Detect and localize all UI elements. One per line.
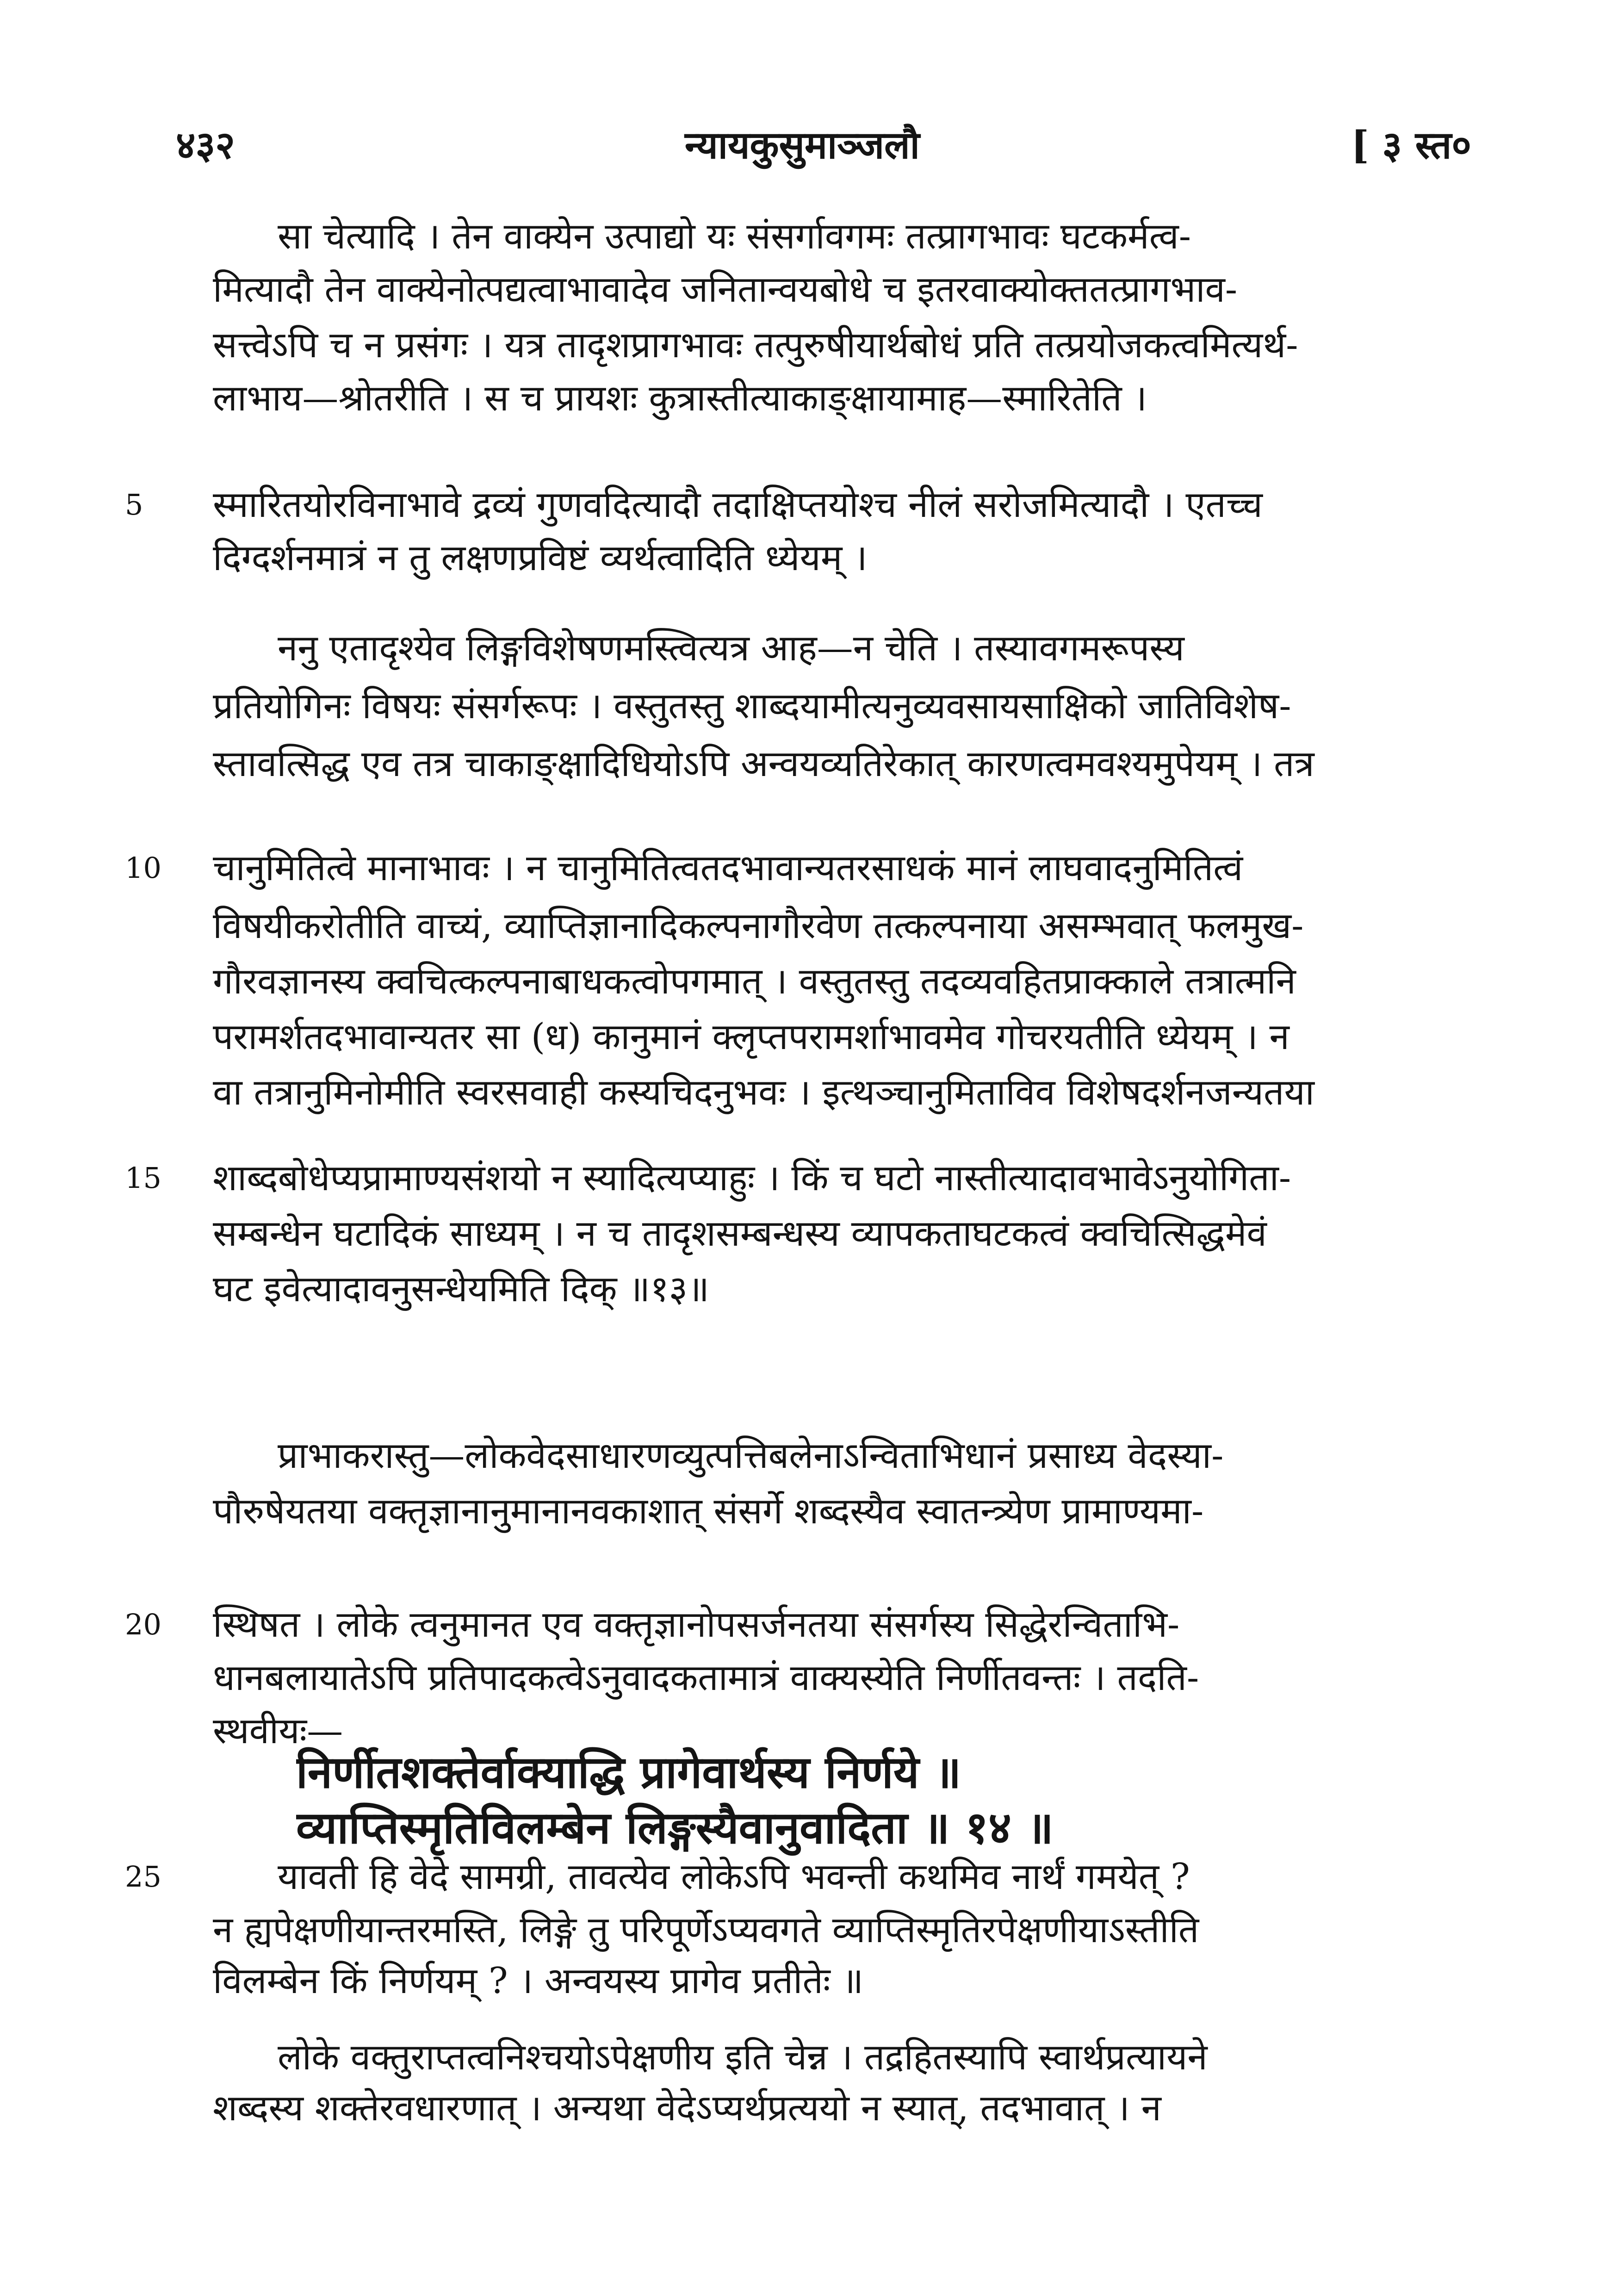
text-line: धानबलायातेऽपि प्रतिपादकत्वेऽनुवादकतामात्रं वाक्यस्येति निर्णीतवन्तः । तदति-: [213, 1657, 1199, 1699]
text-line: गौरवज्ञानस्य क्वचित्कल्पनाबाधकत्वोपगमात् । वस्तुतस्तु तदव्यवहितप्राक्काले तत्रात्मनि: [213, 961, 1296, 1002]
text-line: सा चेत्यादि । तेन वाक्येन उत्पाद्यो यः संसर्गावगमः तत्प्रागभावः घटकर्मत्व-: [278, 216, 1191, 257]
text-line: स्मारितयोरविनाभावे द्रव्यं गुणवदित्यादौ तदाक्षिप्तयोश्च नीलं सरोजमित्यादौ । एतच्च: [213, 484, 1263, 526]
text-line: प्राभाकरास्तु—लोकवेदसाधारणव्युत्पत्तिबलेनाऽन्विताभिधानं प्रसाध्य वेदस्या-: [278, 1435, 1224, 1477]
text-line: विषयीकरोतीति वाच्यं, व्याप्तिज्ञानादिकल्पनागौरवेण तत्कल्पनाया असम्भवात् फलमुख-: [213, 905, 1304, 947]
text-line: शब्दस्य शक्तेरवधारणात् । अन्यथा वेदेऽप्यर्थप्रत्ययो न स्यात्, तदभावात् । न: [213, 2087, 1161, 2129]
text-line: दिग्दर्शनमात्रं न तु लक्षणप्रविष्टं व्यर्थत्वादिति ध्येयम् ।: [213, 537, 868, 579]
verse-line: व्याप्तिस्मृतिविलम्बेन लिङ्गस्यैवानुवादिता ॥ १४ ॥: [296, 1801, 1054, 1854]
text-line: लाभाय—श्रोतरीति । स च प्रायशः कुत्रास्तीत्याकाङ्क्षायामाह—स्मारितेति ।: [213, 378, 1147, 419]
text-line: स्थिषत । लोके त्वनुमानत एव वक्तृज्ञानोपसर्जनतया संसर्गस्य सिद्धेरन्विताभि-: [213, 1604, 1180, 1646]
section-marker: [ ३ स्त०: [1351, 123, 1471, 168]
text-line: घट इवेत्यादावनुसन्धेयमिति दिक् ॥१३॥: [213, 1268, 709, 1310]
text-line: सत्त्वेऽपि च न प्रसंगः । यत्र तादृशप्रागभावः तत्पुरुषीयार्थबोधं प्रति तत्प्रयोजकत्वमित्यर्थ-: [213, 324, 1298, 366]
text-line: स्थवीयः—: [213, 1710, 343, 1752]
verse-line: निर्णीतशक्तेर्वाक्याद्धि प्रागेवार्थस्य निर्णये ॥: [296, 1746, 961, 1798]
page-header: [176, 118, 1471, 169]
text-line: वा तत्रानुमिनोमीति स्वरसवाही कस्यचिदनुभवः । इत्थञ्चानुमिताविव विशेषदर्शनजन्यतया: [213, 1072, 1314, 1113]
text-line: पौरुषेयतया वक्तृज्ञानानुमानानवकाशात् संसर्गे शब्दस्यैव स्वातन्त्र्येण प्रामाण्यमा-: [213, 1490, 1204, 1532]
text-line: शाब्दबोधेप्यप्रामाण्यसंशयो न स्यादित्यप्याहुः । किं च घटो नास्तीत्यादावभावेऽनुयोगिता-: [213, 1157, 1291, 1199]
line-number: 15: [125, 1161, 161, 1195]
text-line: ननु एतादृश्येव लिङ्गविशेषणमस्त्वित्यत्र आह—न चेति । तस्यावगमरूपस्य: [278, 627, 1184, 669]
line-number: 5: [125, 488, 143, 522]
text-line: सम्बन्धेन घटादिकं साध्यम् । न च तादृशसम्बन्धस्य व्यापकताघटकत्वं क्वचित्सिद्धमेवं: [213, 1213, 1267, 1254]
line-number: 20: [125, 1608, 161, 1641]
page-number: ४३२: [176, 123, 235, 168]
text-line: लोके वक्तुराप्तत्वनिश्चयोऽपेक्षणीय इति चेन्न । तद्रहितस्यापि स्वार्थप्रत्यायने: [278, 2037, 1208, 2078]
text-line: प्रतियोगिनः विषयः संसर्गरूपः । वस्तुतस्तु शाब्दयामीत्यनुव्यवसायसाक्षिको जातिविशेष-: [213, 685, 1291, 727]
text-line: स्तावत्सिद्ध एव तत्र चाकाङ्क्षादिधियोऽपि अन्वयव्यतिरेकात् कारणत्वमवश्यमुपेयम् । तत्र: [213, 743, 1314, 785]
running-title: न्यायकुसुमाञ्जलौ: [685, 123, 920, 168]
text-line: परामर्शतदभावान्यतर सा (ध) कानुमानं क्लृप्तपरामर्शाभावमेव गोचरयतीति ध्येयम् । न: [213, 1016, 1289, 1058]
text-line: यावती हि वेदे सामग्री, तावत्येव लोकेऽपि भवन्ती कथमिव नार्थं गमयेत् ?: [278, 1856, 1190, 1898]
text-line: मित्यादौ तेन वाक्येनोत्पद्यत्वाभावादेव जनितान्वयबोधे च इतरवाक्योक्ततत्प्रागभाव-: [213, 269, 1238, 311]
line-number: 10: [125, 851, 161, 885]
text-line: चानुमितित्वे मानाभावः । न चानुमितित्वतदभावान्यतरसाधकं मानं लाघवादनुमितित्वं: [213, 847, 1243, 889]
text-line: न ह्यपेक्षणीयान्तरमस्ति, लिङ्गे तु परिपूर्णेऽप्यवगते व्याप्तिस्मृतिरपेक्षणीयाऽस्तीति: [213, 1909, 1199, 1951]
line-number: 25: [125, 1860, 161, 1894]
text-line: विलम्बेन किं निर्णयम् ? । अन्वयस्य प्रागेव प्रतीतेः ॥: [213, 1960, 864, 2002]
